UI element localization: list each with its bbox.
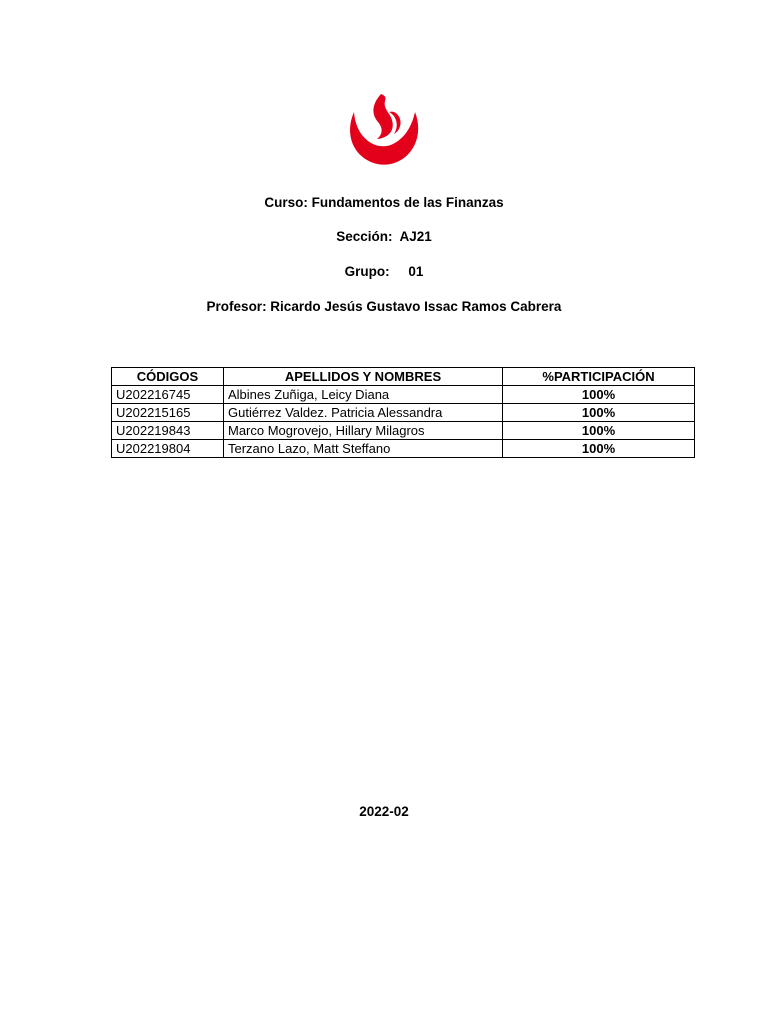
table-row [112, 404, 695, 422]
course-title: Curso: Fundamentos de las Finanzas [264, 195, 504, 210]
group-label: Grupo: 01 [344, 264, 424, 279]
student-name: Terzano Lazo, Matt Steffano [224, 440, 503, 458]
student-participation: 100% [503, 422, 695, 440]
table-row [112, 440, 695, 458]
student-code: U202219843 [112, 422, 224, 440]
table-header-row [112, 368, 695, 386]
header-participation: %PARTICIPACIÓN [503, 368, 695, 386]
header-names: APELLIDOS Y NOMBRES [224, 368, 503, 386]
section-label: Sección: AJ21 [336, 229, 432, 244]
student-name: Albines Zuñiga, Leicy Diana [224, 386, 503, 404]
student-name: Marco Mogrovejo, Hillary Milagros [224, 422, 503, 440]
student-participation: 100% [503, 440, 695, 458]
student-code: U202219804 [112, 440, 224, 458]
university-flame-logo-icon [345, 92, 423, 166]
student-code: U202216745 [112, 386, 224, 404]
student-participation: 100% [503, 386, 695, 404]
student-name: Gutiérrez Valdez. Patricia Alessandra [224, 404, 503, 422]
student-code: U202215165 [112, 404, 224, 422]
header-codes: CÓDIGOS [112, 368, 224, 386]
academic-period: 2022-02 [359, 804, 409, 819]
table-row [112, 422, 695, 440]
table-row [112, 386, 695, 404]
members-table [111, 367, 695, 458]
professor-label: Profesor: Ricardo Jesús Gustavo Issac Ramos Cabrera [206, 299, 562, 314]
student-participation: 100% [503, 404, 695, 422]
